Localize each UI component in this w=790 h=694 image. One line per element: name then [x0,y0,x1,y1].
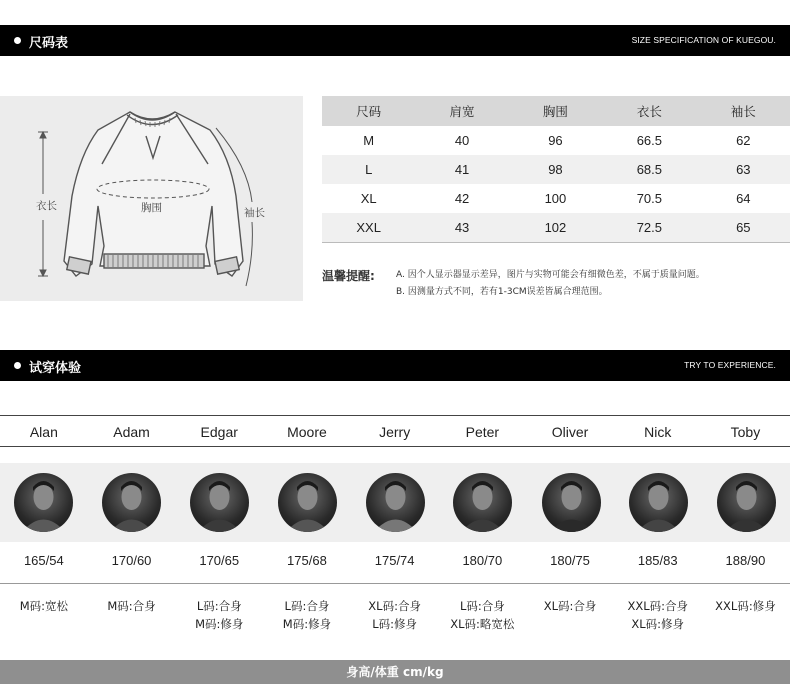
model-names-row [0,419,790,443]
model-height-weight: 185/83 [637,553,678,568]
fit-section-subtitle: TRY TO EXPERIENCE. [684,360,776,370]
avatar [629,473,688,532]
size-section-title: 尺码表 [29,36,69,51]
model-fit [702,597,790,615]
fit-line-2: M码:修身 [282,617,332,631]
table-cell: M [363,133,375,148]
fit-line-1: L码:合身 [284,599,330,613]
model-height-weight: 180/70 [462,553,503,568]
table-cell: 62 [736,133,751,148]
model-fit [0,597,88,615]
table-cell: 66.5 [636,133,663,148]
bullet-icon [14,37,21,44]
model-height-weight: 165/54 [23,553,64,568]
avatar [717,473,776,532]
avatar [14,473,73,532]
table-cell: 41 [415,155,508,184]
model-name: Jerry [379,424,411,440]
model-height-weight: 188/90 [725,553,766,568]
fit-line-1: M码:合身 [107,599,156,613]
fit-section-header [0,350,790,381]
model-name: Oliver [551,424,589,440]
table-cell: 42 [454,191,470,206]
table-cell: 40 [454,133,470,148]
fit-line-2: XL码:修身 [631,617,685,631]
model-fit [263,597,351,633]
table-cell: 63 [697,155,790,184]
bullet-icon [14,362,21,369]
divider [0,583,790,584]
header-cell: 肩宽 [415,96,508,126]
fit-line-1: XXL码:修身 [715,599,776,613]
avatar [366,473,425,532]
model-name: Toby [730,424,761,440]
table-cell: L [322,155,415,184]
fit-line-2: L码:修身 [372,617,418,631]
table-row [322,155,790,184]
model-height-weight: 175/74 [374,553,415,568]
tip-b: B. 因测量方式不同，若有1-3CM误差皆属合理范围。 [396,287,608,297]
table-cell: 98 [509,155,602,184]
tip-a: A. 因个人显示器显示差异，图片与实物可能会有细微色差，不属于质量问题。 [396,270,705,280]
avatar [453,473,512,532]
table-cell: 70.5 [636,191,663,206]
sleeve-label: 袖长 [244,207,265,219]
fit-line-1: L码:合身 [196,599,242,613]
table-cell: 96 [548,133,563,148]
fit-line-2: XL码:略宽松 [450,617,515,631]
table-row [322,184,790,213]
size-section-header [0,25,790,56]
size-section-subtitle: SIZE SPECIFICATION OF KUEGOU. [631,35,776,45]
model-height-weight: 170/65 [199,553,240,568]
table-cell: 102 [509,213,602,242]
model-fit [439,597,527,633]
model-name: Moore [287,424,327,440]
avatar [102,473,161,532]
table-cell: 100 [544,191,567,206]
header-cell: 袖长 [697,96,790,126]
avatar [278,473,337,532]
table-cell: 43 [415,213,508,242]
fit-line-1: M码:宽松 [19,599,68,613]
sweater-diagram [0,96,303,301]
table-cell: XXL [322,213,415,242]
divider [0,446,790,447]
model-fit [351,597,439,633]
model-height-weight: 175/68 [287,553,327,568]
header-cell: 尺码 [322,96,415,126]
table-cell: 72.5 [602,213,696,242]
table-cell: 65 [697,213,790,242]
length-label: 衣长 [36,200,57,212]
fit-line-1: XL码:合身 [368,599,421,613]
model-height-weight: 180/75 [550,553,590,568]
table-row [322,213,790,242]
model-avatars-row [0,463,790,542]
table-cell: 64 [736,191,751,206]
footer-label: 身高/体重 cm/kg [346,665,444,679]
model-name: Peter [465,424,500,440]
chest-label: 胸围 [141,202,162,214]
tips-label: 温馨提醒: [322,269,375,283]
fit-line-1: XL码:合身 [543,599,597,613]
table-cell: 68.5 [602,155,696,184]
table-cell: XL [360,191,377,206]
model-name: Alan [29,424,58,440]
footer-bar [0,660,790,684]
model-name: Edgar [200,424,238,440]
fit-section-title: 试穿体验 [29,361,82,376]
fit-line-1: L码:合身 [459,599,505,613]
size-table-header [322,96,790,126]
model-fit [614,597,702,633]
model-name: Adam [113,424,150,440]
avatar [542,473,601,532]
fit-line-2: M码:修身 [195,617,244,631]
model-name: Nick [644,424,672,440]
table-row [322,126,790,155]
header-cell: 胸围 [509,96,602,126]
divider [0,415,790,416]
model-height-weight: 170/60 [111,553,152,568]
fit-line-1: XXL码:合身 [627,599,688,613]
header-cell: 衣长 [602,96,696,126]
model-fit [88,597,176,615]
size-table [322,96,790,243]
model-fit [526,597,614,615]
model-fit [175,597,263,633]
avatar [190,473,249,532]
